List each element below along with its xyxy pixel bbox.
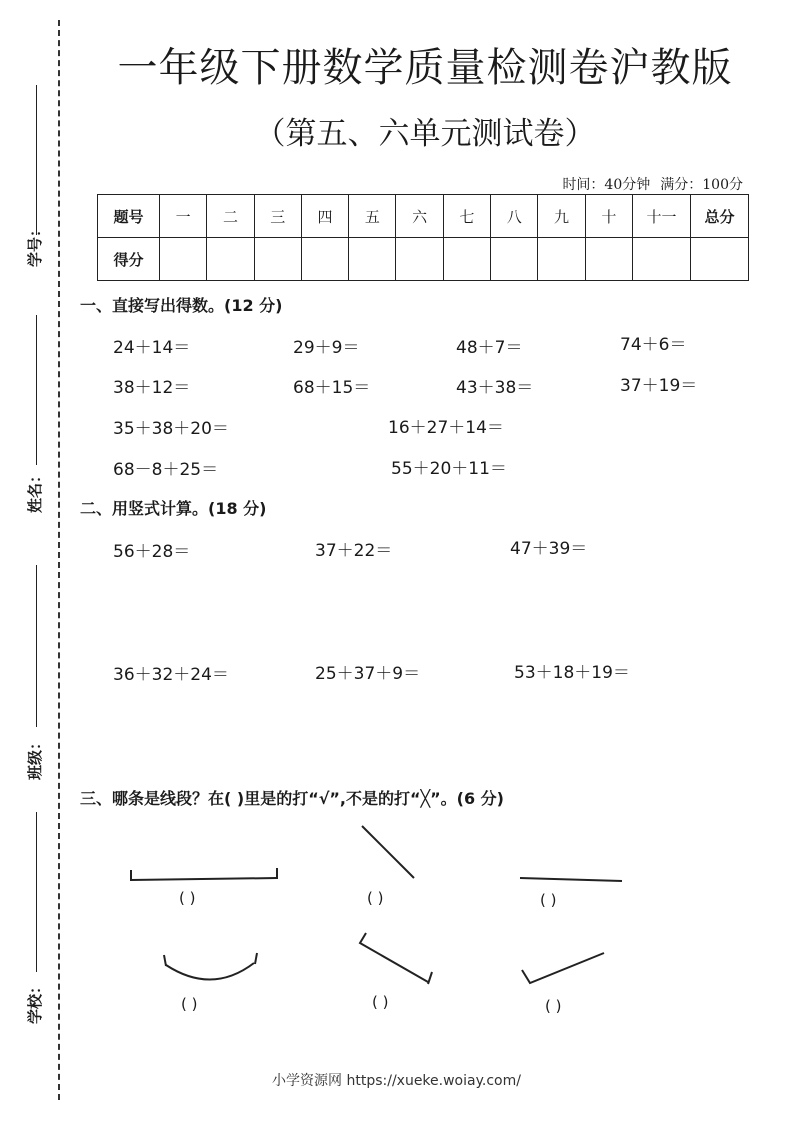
mental-math-problem: 55＋20＋11＝ xyxy=(391,459,507,479)
binding-dashed-line xyxy=(58,20,60,1100)
table-header-cell: 三 xyxy=(254,195,301,238)
answer-blank[interactable]: ( ) xyxy=(372,993,389,1011)
table-header-cell: 题号 xyxy=(98,195,160,238)
mental-math-problem: 16＋27＋14＝ xyxy=(388,418,504,438)
score-cell[interactable] xyxy=(585,238,632,281)
page-title: 一年级下册数学质量检测卷沪教版 xyxy=(117,45,733,91)
section1-title: 一、直接写出得数。(12 分) xyxy=(80,296,283,315)
table-header-cell: 二 xyxy=(207,195,254,238)
section3-title: 三、哪条是线段？在( )里是的打“√”,不是的打“╳”。(6 分) xyxy=(80,789,504,808)
footer-source: 小学资源网 https://xueke.woiay.com/ xyxy=(272,1073,521,1089)
vertical-calc-problem: 37＋22＝ xyxy=(315,541,393,561)
mental-math-problem: 74＋6＝ xyxy=(620,335,687,355)
score-row-label: 得分 xyxy=(98,238,160,281)
section2-title: 二、用竖式计算。(18 分) xyxy=(80,499,267,518)
mental-math-problem: 43＋38＝ xyxy=(456,378,534,398)
school-underline xyxy=(36,812,37,972)
vertical-calc-problem: 25＋37＋9＝ xyxy=(315,664,421,684)
student-number-label: 学号： xyxy=(26,221,44,267)
mental-math-problem: 35＋38＋20＝ xyxy=(113,419,229,439)
mental-math-problem: 48＋7＝ xyxy=(456,338,523,358)
vertical-calc-problem: 36＋32＋24＝ xyxy=(113,665,229,685)
name-label: 姓名： xyxy=(26,467,44,513)
vertical-calc-problem: 47＋39＝ xyxy=(510,539,588,559)
mental-math-problem: 68＋15＝ xyxy=(293,378,371,398)
score-cell[interactable] xyxy=(349,238,396,281)
name-underline xyxy=(36,315,37,465)
score-cell[interactable] xyxy=(301,238,348,281)
mental-math-problem: 68－8＋25＝ xyxy=(113,460,219,480)
score-table xyxy=(97,194,749,281)
figure-angled-line xyxy=(522,953,604,983)
table-header-cell: 九 xyxy=(538,195,585,238)
score-cell[interactable] xyxy=(633,238,691,281)
answer-blank[interactable]: ( ) xyxy=(545,997,562,1015)
table-header-cell: 八 xyxy=(491,195,538,238)
time-limit: 时间：40分钟 xyxy=(562,177,651,193)
score-cell[interactable] xyxy=(691,238,749,281)
mental-math-problem: 37＋19＝ xyxy=(620,376,698,396)
table-header-cell: 五 xyxy=(349,195,396,238)
class-underline xyxy=(36,565,37,727)
school-label: 学校： xyxy=(26,978,44,1024)
answer-blank[interactable]: ( ) xyxy=(179,889,196,907)
exam-info xyxy=(562,174,743,194)
figure-horizontal-line xyxy=(520,878,622,881)
full-score: 满分：100分 xyxy=(660,177,743,193)
student-number-field[interactable] xyxy=(14,85,54,275)
name-field[interactable] xyxy=(14,315,54,520)
score-cell[interactable] xyxy=(491,238,538,281)
table-header-cell: 四 xyxy=(301,195,348,238)
mental-math-problem: 38＋12＝ xyxy=(113,378,191,398)
class-label: 班级： xyxy=(26,734,44,780)
question-number-row xyxy=(98,195,749,238)
vertical-calc-problem: 56＋28＝ xyxy=(113,542,191,562)
answer-blank[interactable]: ( ) xyxy=(540,891,557,909)
table-header-cell: 七 xyxy=(443,195,490,238)
figure-segment-with-end-ticks xyxy=(131,868,277,881)
score-cell[interactable] xyxy=(443,238,490,281)
figure-diagonal-segment xyxy=(362,826,414,878)
school-field[interactable] xyxy=(14,812,54,1027)
figure-curve xyxy=(164,953,257,980)
score-cell[interactable] xyxy=(254,238,301,281)
score-cell[interactable] xyxy=(160,238,207,281)
class-field[interactable] xyxy=(14,565,54,785)
table-header-cell: 六 xyxy=(396,195,443,238)
score-cell[interactable] xyxy=(207,238,254,281)
answer-blank[interactable]: ( ) xyxy=(181,995,198,1013)
vertical-calc-problem: 53＋18＋19＝ xyxy=(514,663,630,683)
student-number-underline xyxy=(36,85,37,235)
score-row xyxy=(98,238,749,281)
mental-math-problem: 24＋14＝ xyxy=(113,338,191,358)
table-header-cell: 一 xyxy=(160,195,207,238)
table-header-cell: 总分 xyxy=(691,195,749,238)
figure-bent-line xyxy=(360,933,432,984)
score-cell[interactable] xyxy=(396,238,443,281)
answer-blank[interactable]: ( ) xyxy=(367,889,384,907)
table-header-cell: 十 xyxy=(585,195,632,238)
score-cell[interactable] xyxy=(538,238,585,281)
mental-math-problem: 29＋9＝ xyxy=(293,338,360,358)
page-subtitle: （第五、六单元测试卷） xyxy=(254,116,596,152)
table-header-cell: 十一 xyxy=(633,195,691,238)
